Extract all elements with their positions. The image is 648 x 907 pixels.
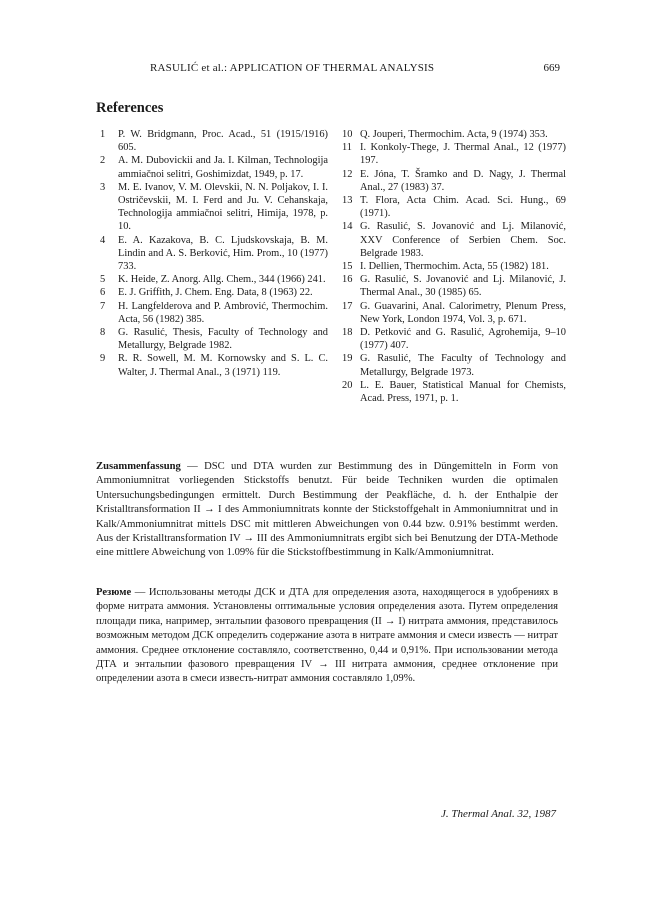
reference-text: K. Heide, Z. Anorg. Allg. Chem., 344 (1966) 241.: [118, 274, 326, 286]
reference-text: A. M. Dubovickii and Ja. I. Kilman, Technologija ammiačnoi selitri, Goshimizdat, 1949, p. 17.: [118, 155, 328, 180]
reference-text: H. Langfelderova and P. Ambrović, Thermochim. Acta, 56 (1982) 385.: [118, 300, 328, 325]
reference-number: 19: [342, 353, 353, 365]
reference-text: G. Rasulić, S. Jovanović and Lj. Milanović, XXV Conference of Serbien Chem. Soc. Belgrade 1983.: [360, 221, 566, 259]
reference-text: G. Guavarini, Anal. Calorimetry, Plenum Press, New York, London 1974, Vol. 3, p. 671.: [360, 300, 566, 325]
journal-footer: J. Thermal Anal. 32, 1987: [441, 808, 556, 820]
reference-number: 13: [342, 195, 353, 207]
reference-item: [342, 128, 566, 141]
reference-number: 14: [342, 221, 353, 233]
reference-item: [342, 300, 566, 326]
reference-item: [342, 194, 566, 220]
reference-item: [342, 260, 566, 273]
reference-item: [100, 234, 328, 274]
reference-number: 20: [342, 379, 353, 391]
reference-number: 18: [342, 327, 353, 339]
reference-text: E. Jóna, T. Šramko and D. Nagy, J. Thermal Anal., 27 (1983) 37.: [360, 168, 566, 193]
reference-item: [100, 181, 328, 234]
references-right-column: [342, 128, 566, 405]
reference-item: [342, 168, 566, 194]
reference-text: P. W. Bridgmann, Proc. Acad., 51 (1915/1916) 605.: [118, 129, 328, 154]
reference-text: E. J. Griffith, J. Chem. Eng. Data, 8 (1963) 22.: [118, 287, 313, 299]
reference-number: 10: [342, 129, 353, 140]
reference-number: 16: [342, 274, 353, 286]
reference-text: G. Rasulić, Thesis, Faculty of Technology and Metallurgy, Belgrade 1982.: [118, 327, 328, 352]
running-title: RASULIĆ et al.: APPLICATION OF THERMAL ANALYSIS: [150, 62, 435, 74]
reference-text: T. Flora, Acta Chim. Acad. Sci. Hung., 69 (1971).: [360, 195, 566, 220]
reference-number: 15: [342, 261, 353, 273]
reference-number: 11: [342, 142, 353, 154]
reference-text: L. E. Bauer, Statistical Manual for Chemists, Acad. Press, 1971, p. 1.: [360, 379, 566, 405]
reference-number: 8: [100, 327, 106, 339]
german-abstract: [96, 460, 558, 561]
german-abstract-lead: Zusammenfassung: [96, 461, 181, 472]
reference-number: 6: [100, 287, 106, 299]
running-header: [96, 62, 560, 82]
page-number: 669: [543, 62, 560, 74]
reference-item: [342, 379, 566, 405]
reference-number: 4: [100, 234, 106, 246]
reference-item: [342, 352, 566, 378]
reference-text: D. Petković and G. Rasulić, Agrohemija, 9–10 (1977) 407.: [360, 327, 566, 352]
reference-text: M. E. Ivanov, V. M. Olevskii, N. N. Poljakov, I. I. Ostričevskii, M. I. Ferd and Ju. V. Cehanskaja, Technologija ammiačnoi selitri, Himija, 1978, p. 10.: [118, 181, 328, 233]
reference-number: 1: [100, 129, 106, 140]
reference-text: I. Dellien, Thermochim. Acta, 55 (1982) 181.: [360, 261, 549, 273]
reference-number: 7: [100, 300, 106, 312]
reference-item: [342, 326, 566, 352]
reference-item: [342, 141, 566, 167]
references-heading: References: [96, 100, 164, 116]
reference-text: R. R. Sowell, M. M. Kornowsky and S. L. C. Walter, J. Thermal Anal., 3 (1971) 119.: [118, 353, 328, 378]
reference-item: [100, 286, 328, 299]
reference-text: E. A. Kazakova, B. C. Ljudskovskaja, B. M. Lindin and A. S. Berković, Him. Prom., 10 (1977) 733.: [118, 234, 328, 273]
reference-number: 17: [342, 300, 353, 312]
reference-text: G. Rasulić, S. Jovanović and Lj. Milanović, J. Thermal Anal., 30 (1985) 65.: [360, 274, 566, 299]
reference-item: [342, 220, 566, 260]
references-left-column: [100, 128, 328, 379]
reference-number: 5: [100, 274, 106, 286]
reference-number: 9: [100, 353, 106, 365]
russian-abstract: [96, 586, 558, 687]
russian-abstract-text: — Использованы методы ДСК и ДТА для определения азота, находящегося в удобрениях в форме нитрата аммония. Установлены оптимальные условия определения азота. Путем определения площади пика, например, энтальпии фазового превращения (II → I) нитрата аммония, представилось возможным методом ДСК определить содержание азота в нитрате аммония и смеси известь — нитрат аммония. Среднее отклонение составляло, соответственно, 0,44 и 0,91%. При использовании метода ДТА и энтальпии фазового превращения IV → III нитрата аммония, среднее отклонение при определении азота в смеси известь-нитрат аммония составляло 1,09%.: [96, 587, 558, 685]
reference-number: 12: [342, 168, 353, 180]
reference-number: 3: [100, 181, 106, 193]
reference-number: 2: [100, 155, 106, 167]
reference-text: G. Rasulić, The Faculty of Technology and Metallurgy, Belgrade 1973.: [360, 353, 566, 378]
russian-abstract-lead: Резюме: [96, 587, 132, 598]
reference-item: [100, 154, 328, 180]
reference-text: I. Konkoly-Thege, J. Thermal Anal., 12 (1977) 197.: [360, 142, 566, 167]
reference-item: [100, 300, 328, 326]
reference-item: [100, 352, 328, 378]
reference-item: [100, 326, 328, 352]
german-abstract-text: — DSC und DTA wurden zur Bestimmung des in Düngemitteln in Form von Ammoniumnitrat vorliegenden Stickstoffs benutzt. Für beide Techniken wurden die optimalen Untersuchungsbedingungen ermittelt. Durch Bestimmung der Peakfläche, d. h. der Enthalpie der Kristalltransformation II → I des Ammoniumnitrats konnte der Stickstoffgehalt in Ammoniumnitrat und in Kalk/Ammoniumnitrat mittels DSC mit mittleren Abweichungen von 0.44 bzw. 0.91% bestimmt werden. Aus der Kristalltransformation IV → III des Ammoniumnitrats ergibt sich bei Benutzung der DTA-Methode eine mittlere Abweichung von 1.09% für die Stickstoffbestimmung in Kalk/Ammoniumnitrat.: [96, 461, 558, 559]
reference-text: Q. Jouperi, Thermochim. Acta, 9 (1974) 353.: [360, 129, 548, 140]
reference-item: [100, 273, 328, 286]
reference-item: [100, 128, 328, 154]
reference-item: [342, 273, 566, 299]
